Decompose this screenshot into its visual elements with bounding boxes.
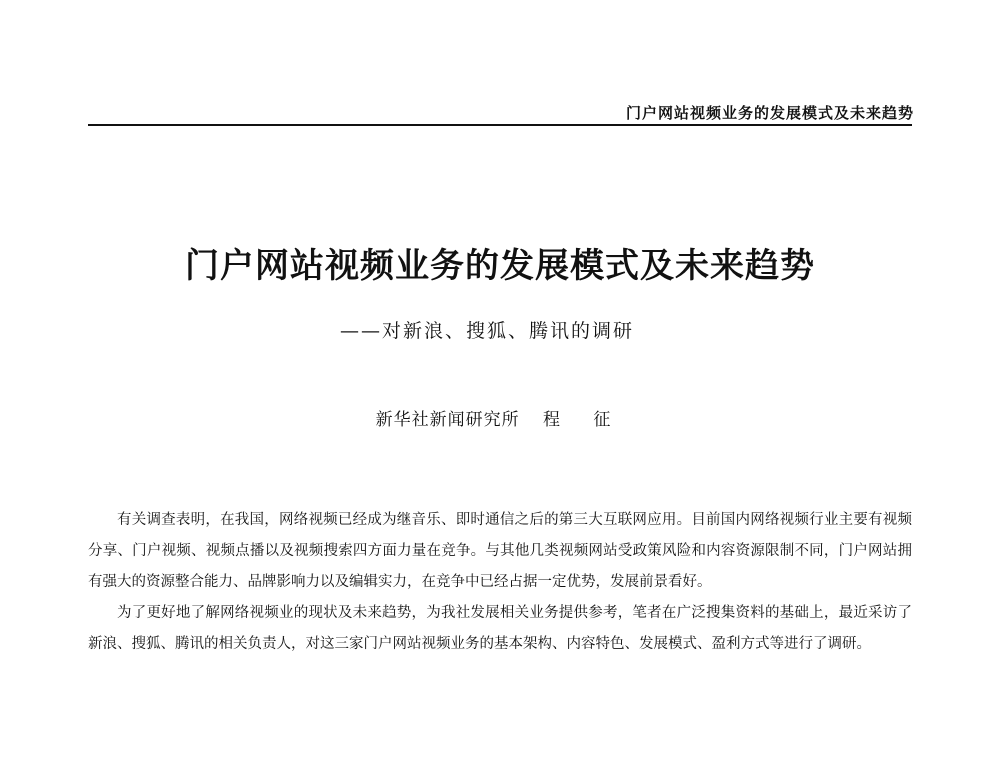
author-affiliation: 新华社新闻研究所 — [375, 410, 520, 430]
author-name: 程 征 — [543, 410, 625, 430]
body-paragraph: 为了更好地了解网络视频业的现状及未来趋势，为我社发展相关业务提供参考，笔者在广泛搜集资料的基础上，最近采访了新浪、搜狐、腾讯的相关负责人，对这三家门户网站视频业务的基本架构、内容特色、发展模式、盈利方式等进行了调研。 — [88, 605, 912, 652]
article-title: 门户网站视频业务的发展模式及未来趋势 — [185, 246, 815, 286]
article-subtitle: ——对新浪、搜狐、腾讯的调研 — [340, 320, 635, 342]
body-paragraph: 有关调查表明，在我国，网络视频已经成为继音乐、即时通信之后的第三大互联网应用。目前国内网络视频行业主要有视频分享、门户视频、视频点播以及视频搜索四方面力量在竞争。与其他几类视频网站受政策风险和内容资源限制不同，门户网站拥有强大的资源整合能力、品牌影响力以及编辑实力，在竞争中已经占据一定优势，发展前景看好。 — [88, 512, 912, 590]
byline — [0, 405, 1000, 430]
header-rule — [88, 124, 912, 126]
running-header-title: 门户网站视频业务的发展模式及未来趋势 — [625, 104, 914, 122]
article-body — [88, 505, 912, 660]
